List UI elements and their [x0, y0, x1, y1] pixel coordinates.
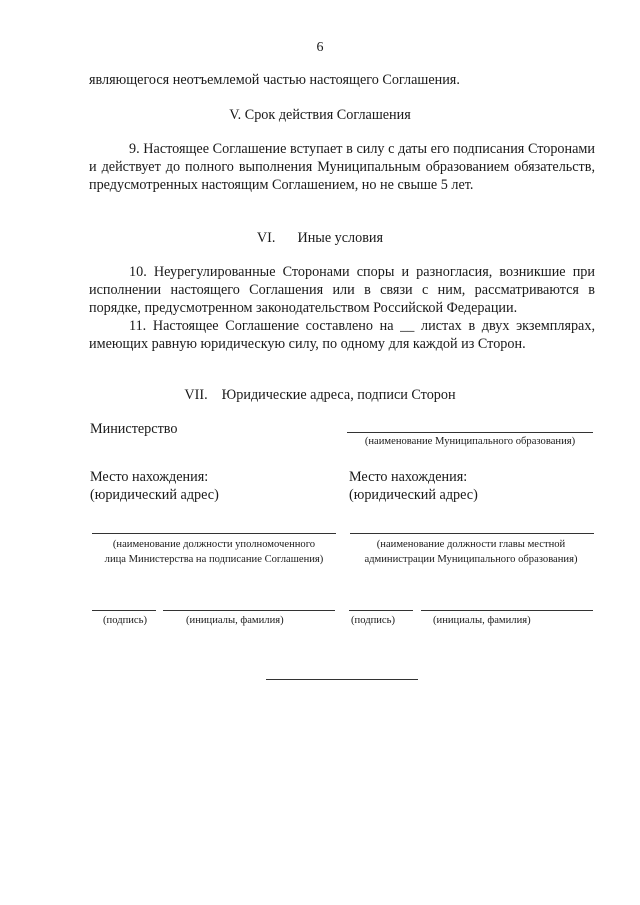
page-number: 6 [316, 40, 324, 55]
right-name-line [421, 610, 593, 611]
section-6-number: VI. [256, 230, 276, 246]
right-position-caption-2: администрации Муниципального образования) [364, 554, 578, 565]
paragraph-11: 11. Настоящее Соглашение составлено на __ листах в двух экземплярах, имеющих равную юридическую силу, по одному для каждой из Сторон. [89, 318, 595, 352]
right-municipality-line [347, 432, 593, 433]
paragraph-10: 10. Неурегулированные Сторонами споры и разногласия, возникшие при исполнении настоящего Соглашения или в связи с ним, рассматриваются в порядке, предусмотренном законодательством Российской Федерации. [89, 264, 595, 316]
section-6-heading [0, 229, 640, 247]
left-signature-caption: (подпись) [103, 615, 147, 626]
right-position-caption-1: (наименование должности главы местной [376, 539, 566, 550]
left-signature-line [92, 610, 156, 611]
left-position-caption-1: (наименование должности уполномоченного [112, 539, 316, 550]
left-address-label: (юридический адрес) [90, 487, 219, 503]
left-name-caption: (инициалы, фамилия) [186, 615, 284, 626]
ministry-label: Министерство [90, 421, 178, 437]
left-location-label: Место нахождения: [90, 469, 209, 485]
right-initials-caption: (инициалы, фамилия) [433, 615, 531, 626]
paragraph-9: 9. Настоящее Соглашение вступает в силу с даты его подписания Сторонами и действует до полного выполнения Муниципальным образованием обязательств, предусмотренных настоящим Соглашением, но не свыше 5 лет. [89, 141, 595, 193]
right-municipality-caption: (наименование Муниципального образования) [364, 436, 576, 447]
section-6-title: Иные условия [297, 230, 384, 246]
right-location-label: Место нахождения: [349, 469, 468, 485]
right-signature-line [349, 610, 413, 611]
right-position-line [350, 533, 594, 534]
section-5-heading: V. Срок действия Соглашения [229, 107, 411, 123]
left-position-caption-2: лица Министерства на подписание Соглашения) [104, 554, 324, 565]
section-7-heading [0, 386, 640, 404]
left-name-line [163, 610, 335, 611]
closing-separator [266, 679, 418, 680]
section-7-title: Юридические адреса, подписи Сторон [221, 387, 456, 403]
right-address-label: (юридический адрес) [349, 487, 478, 503]
section-7-number: VII. [184, 387, 208, 403]
continuation-text: являющегося неотъемлемой частью настоящего Соглашения. [89, 72, 460, 88]
left-position-line [92, 533, 336, 534]
right-signature-caption: (подпись) [351, 615, 395, 626]
